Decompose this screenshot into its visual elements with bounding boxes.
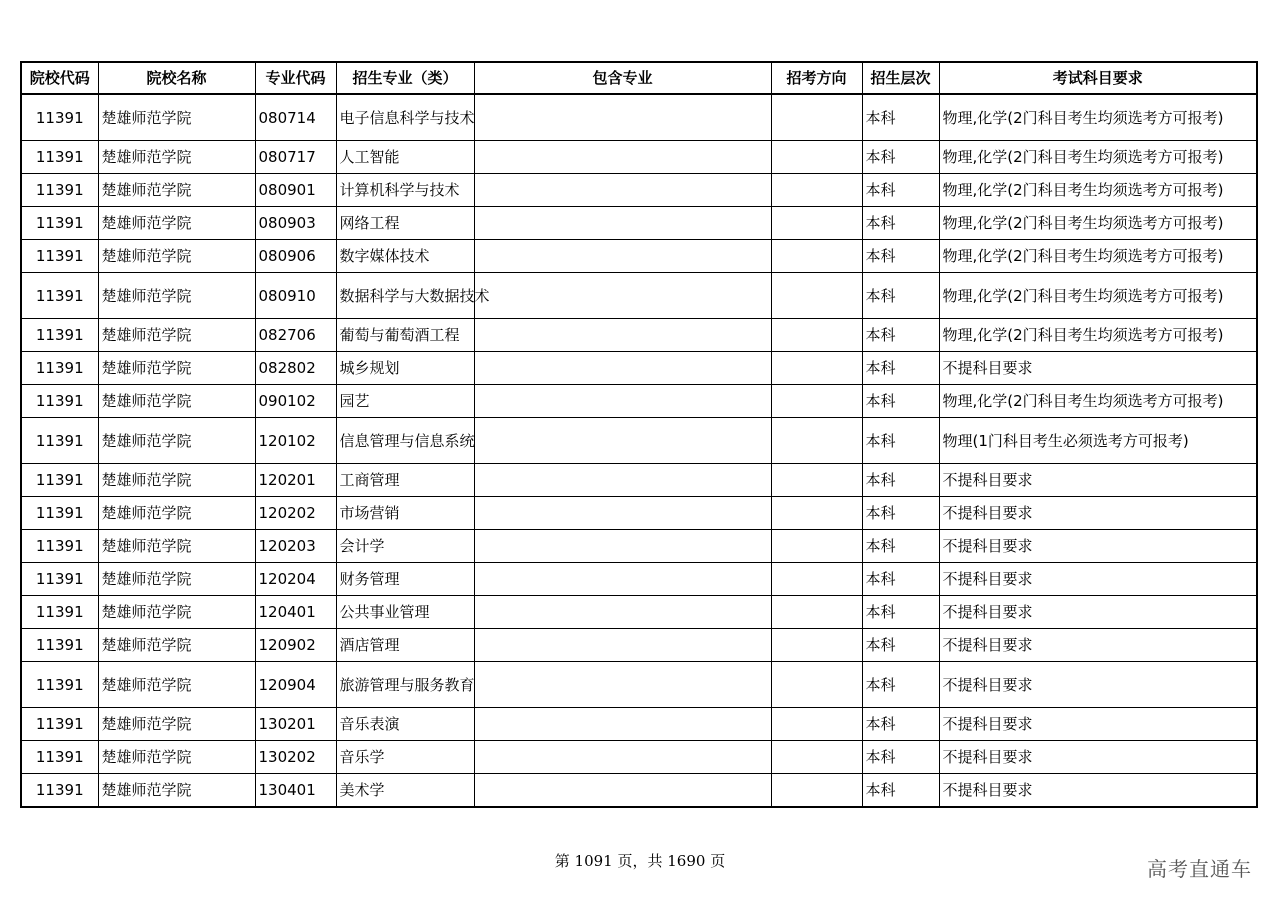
header-subject-requirement: 考试科目要求: [939, 62, 1257, 94]
included-majors-cell: [474, 141, 771, 174]
direction-cell: [771, 596, 862, 629]
direction-cell: [771, 774, 862, 808]
school-name-cell: 楚雄师范学院: [98, 240, 255, 273]
table-row: [21, 207, 1257, 240]
included-majors-cell: [474, 662, 771, 708]
table-body: [21, 94, 1257, 807]
school-code-cell: 11391: [21, 273, 98, 319]
direction-cell: [771, 141, 862, 174]
admission-table-sheet: [20, 61, 1256, 808]
level-cell: 本科: [862, 497, 939, 530]
included-majors-cell: [474, 352, 771, 385]
school-name-cell: 楚雄师范学院: [98, 662, 255, 708]
major-name-cell: 工商管理: [336, 464, 474, 497]
level-cell: 本科: [862, 741, 939, 774]
school-name-cell: 楚雄师范学院: [98, 464, 255, 497]
major-code-cell: 120904: [255, 662, 336, 708]
included-majors-cell: [474, 240, 771, 273]
included-majors-cell: [474, 497, 771, 530]
included-majors-cell: [474, 530, 771, 563]
school-name-cell: 楚雄师范学院: [98, 741, 255, 774]
school-code-cell: 11391: [21, 352, 98, 385]
included-majors-cell: [474, 174, 771, 207]
direction-cell: [771, 207, 862, 240]
school-name-cell: 楚雄师范学院: [98, 207, 255, 240]
table-row: [21, 596, 1257, 629]
included-majors-cell: [474, 418, 771, 464]
header-major-code: 专业代码: [255, 62, 336, 94]
direction-cell: [771, 174, 862, 207]
school-code-cell: 11391: [21, 385, 98, 418]
school-name-cell: 楚雄师范学院: [98, 141, 255, 174]
major-name-cell: 会计学: [336, 530, 474, 563]
subject-requirement-cell: 不提科目要求: [939, 563, 1257, 596]
major-name-cell: 网络工程: [336, 207, 474, 240]
level-cell: 本科: [862, 708, 939, 741]
subject-requirement-cell: 物理,化学(2门科目考生均须选考方可报考): [939, 141, 1257, 174]
included-majors-cell: [474, 563, 771, 596]
table-header-row: [21, 62, 1257, 94]
major-name-cell: 旅游管理与服务教育: [336, 662, 474, 708]
level-cell: 本科: [862, 319, 939, 352]
school-name-cell: 楚雄师范学院: [98, 273, 255, 319]
included-majors-cell: [474, 708, 771, 741]
included-majors-cell: [474, 464, 771, 497]
included-majors-cell: [474, 741, 771, 774]
level-cell: 本科: [862, 596, 939, 629]
level-cell: 本科: [862, 207, 939, 240]
subject-requirement-cell: 物理,化学(2门科目考生均须选考方可报考): [939, 273, 1257, 319]
major-name-cell: 葡萄与葡萄酒工程: [336, 319, 474, 352]
major-code-cell: 130202: [255, 741, 336, 774]
table-row: [21, 385, 1257, 418]
school-code-cell: 11391: [21, 629, 98, 662]
major-name-cell: 美术学: [336, 774, 474, 808]
major-name-cell: 信息管理与信息系统: [336, 418, 474, 464]
direction-cell: [771, 708, 862, 741]
school-name-cell: 楚雄师范学院: [98, 352, 255, 385]
table-row: [21, 530, 1257, 563]
school-code-cell: 11391: [21, 174, 98, 207]
school-code-cell: 11391: [21, 774, 98, 808]
major-name-cell: 人工智能: [336, 141, 474, 174]
school-name-cell: 楚雄师范学院: [98, 530, 255, 563]
subject-requirement-cell: 不提科目要求: [939, 662, 1257, 708]
header-level: 招生层次: [862, 62, 939, 94]
table-row: [21, 273, 1257, 319]
direction-cell: [771, 741, 862, 774]
included-majors-cell: [474, 596, 771, 629]
admission-table: [20, 61, 1258, 808]
included-majors-cell: [474, 94, 771, 141]
level-cell: 本科: [862, 662, 939, 708]
level-cell: 本科: [862, 530, 939, 563]
school-name-cell: 楚雄师范学院: [98, 596, 255, 629]
school-name-cell: 楚雄师范学院: [98, 94, 255, 141]
subject-requirement-cell: 物理,化学(2门科目考生均须选考方可报考): [939, 174, 1257, 207]
header-included-majors: 包含专业: [474, 62, 771, 94]
major-code-cell: 080714: [255, 94, 336, 141]
direction-cell: [771, 418, 862, 464]
major-code-cell: 130401: [255, 774, 336, 808]
table-row: [21, 563, 1257, 596]
major-name-cell: 音乐学: [336, 741, 474, 774]
subject-requirement-cell: 不提科目要求: [939, 596, 1257, 629]
major-name-cell: 音乐表演: [336, 708, 474, 741]
direction-cell: [771, 385, 862, 418]
major-code-cell: 080903: [255, 207, 336, 240]
subject-requirement-cell: 不提科目要求: [939, 464, 1257, 497]
major-name-cell: 市场营销: [336, 497, 474, 530]
school-code-cell: 11391: [21, 418, 98, 464]
major-code-cell: 120202: [255, 497, 336, 530]
major-code-cell: 120204: [255, 563, 336, 596]
major-code-cell: 120102: [255, 418, 336, 464]
table-row: [21, 497, 1257, 530]
table-row: [21, 174, 1257, 207]
table-row: [21, 662, 1257, 708]
major-code-cell: 080717: [255, 141, 336, 174]
major-name-cell: 数据科学与大数据技术: [336, 273, 474, 319]
major-code-cell: 082802: [255, 352, 336, 385]
major-code-cell: 130201: [255, 708, 336, 741]
direction-cell: [771, 240, 862, 273]
level-cell: 本科: [862, 141, 939, 174]
major-name-cell: 酒店管理: [336, 629, 474, 662]
watermark-text: 高考直通车: [1147, 857, 1252, 881]
level-cell: 本科: [862, 240, 939, 273]
table-row: [21, 352, 1257, 385]
school-code-cell: 11391: [21, 741, 98, 774]
direction-cell: [771, 273, 862, 319]
school-name-cell: 楚雄师范学院: [98, 418, 255, 464]
table-row: [21, 708, 1257, 741]
subject-requirement-cell: 不提科目要求: [939, 629, 1257, 662]
direction-cell: [771, 464, 862, 497]
page-number: 第 1091 页，共 1690 页: [554, 852, 726, 870]
subject-requirement-cell: 不提科目要求: [939, 497, 1257, 530]
subject-requirement-cell: 不提科目要求: [939, 741, 1257, 774]
school-code-cell: 11391: [21, 240, 98, 273]
included-majors-cell: [474, 207, 771, 240]
major-code-cell: 120401: [255, 596, 336, 629]
subject-requirement-cell: 不提科目要求: [939, 352, 1257, 385]
major-name-cell: 公共事业管理: [336, 596, 474, 629]
table-row: [21, 774, 1257, 808]
school-code-cell: 11391: [21, 94, 98, 141]
school-name-cell: 楚雄师范学院: [98, 708, 255, 741]
level-cell: 本科: [862, 352, 939, 385]
subject-requirement-cell: 不提科目要求: [939, 530, 1257, 563]
school-code-cell: 11391: [21, 319, 98, 352]
header-major: 招生专业（类）: [336, 62, 474, 94]
direction-cell: [771, 497, 862, 530]
major-code-cell: 080906: [255, 240, 336, 273]
level-cell: 本科: [862, 174, 939, 207]
school-name-cell: 楚雄师范学院: [98, 497, 255, 530]
school-name-cell: 楚雄师范学院: [98, 385, 255, 418]
subject-requirement-cell: 不提科目要求: [939, 774, 1257, 808]
level-cell: 本科: [862, 774, 939, 808]
subject-requirement-cell: 物理,化学(2门科目考生均须选考方可报考): [939, 94, 1257, 141]
level-cell: 本科: [862, 464, 939, 497]
direction-cell: [771, 319, 862, 352]
subject-requirement-cell: 物理,化学(2门科目考生均须选考方可报考): [939, 319, 1257, 352]
included-majors-cell: [474, 385, 771, 418]
major-name-cell: 计算机科学与技术: [336, 174, 474, 207]
major-code-cell: 090102: [255, 385, 336, 418]
direction-cell: [771, 352, 862, 385]
level-cell: 本科: [862, 629, 939, 662]
included-majors-cell: [474, 629, 771, 662]
school-code-cell: 11391: [21, 662, 98, 708]
subject-requirement-cell: 物理,化学(2门科目考生均须选考方可报考): [939, 207, 1257, 240]
included-majors-cell: [474, 774, 771, 808]
major-name-cell: 电子信息科学与技术: [336, 94, 474, 141]
major-code-cell: 120203: [255, 530, 336, 563]
major-code-cell: 120902: [255, 629, 336, 662]
direction-cell: [771, 94, 862, 141]
major-name-cell: 财务管理: [336, 563, 474, 596]
school-code-cell: 11391: [21, 497, 98, 530]
school-code-cell: 11391: [21, 563, 98, 596]
table-row: [21, 418, 1257, 464]
table-row: [21, 141, 1257, 174]
school-name-cell: 楚雄师范学院: [98, 563, 255, 596]
major-name-cell: 园艺: [336, 385, 474, 418]
table-row: [21, 741, 1257, 774]
header-school-code: 院校代码: [21, 62, 98, 94]
school-name-cell: 楚雄师范学院: [98, 319, 255, 352]
major-code-cell: 080901: [255, 174, 336, 207]
school-code-cell: 11391: [21, 464, 98, 497]
school-code-cell: 11391: [21, 596, 98, 629]
header-direction: 招考方向: [771, 62, 862, 94]
subject-requirement-cell: 不提科目要求: [939, 708, 1257, 741]
level-cell: 本科: [862, 273, 939, 319]
header-school-name: 院校名称: [98, 62, 255, 94]
subject-requirement-cell: 物理,化学(2门科目考生均须选考方可报考): [939, 240, 1257, 273]
direction-cell: [771, 563, 862, 596]
school-name-cell: 楚雄师范学院: [98, 774, 255, 808]
direction-cell: [771, 629, 862, 662]
school-name-cell: 楚雄师范学院: [98, 174, 255, 207]
direction-cell: [771, 662, 862, 708]
included-majors-cell: [474, 319, 771, 352]
level-cell: 本科: [862, 418, 939, 464]
subject-requirement-cell: 物理,化学(2门科目考生均须选考方可报考): [939, 385, 1257, 418]
table-row: [21, 464, 1257, 497]
major-name-cell: 城乡规划: [336, 352, 474, 385]
level-cell: 本科: [862, 94, 939, 141]
table-row: [21, 240, 1257, 273]
subject-requirement-cell: 物理(1门科目考生必须选考方可报考): [939, 418, 1257, 464]
table-row: [21, 629, 1257, 662]
school-code-cell: 11391: [21, 530, 98, 563]
major-name-cell: 数字媒体技术: [336, 240, 474, 273]
school-name-cell: 楚雄师范学院: [98, 629, 255, 662]
school-code-cell: 11391: [21, 708, 98, 741]
major-code-cell: 080910: [255, 273, 336, 319]
direction-cell: [771, 530, 862, 563]
table-row: [21, 319, 1257, 352]
table-row: [21, 94, 1257, 141]
level-cell: 本科: [862, 563, 939, 596]
major-code-cell: 082706: [255, 319, 336, 352]
included-majors-cell: [474, 273, 771, 319]
school-code-cell: 11391: [21, 141, 98, 174]
major-code-cell: 120201: [255, 464, 336, 497]
level-cell: 本科: [862, 385, 939, 418]
school-code-cell: 11391: [21, 207, 98, 240]
